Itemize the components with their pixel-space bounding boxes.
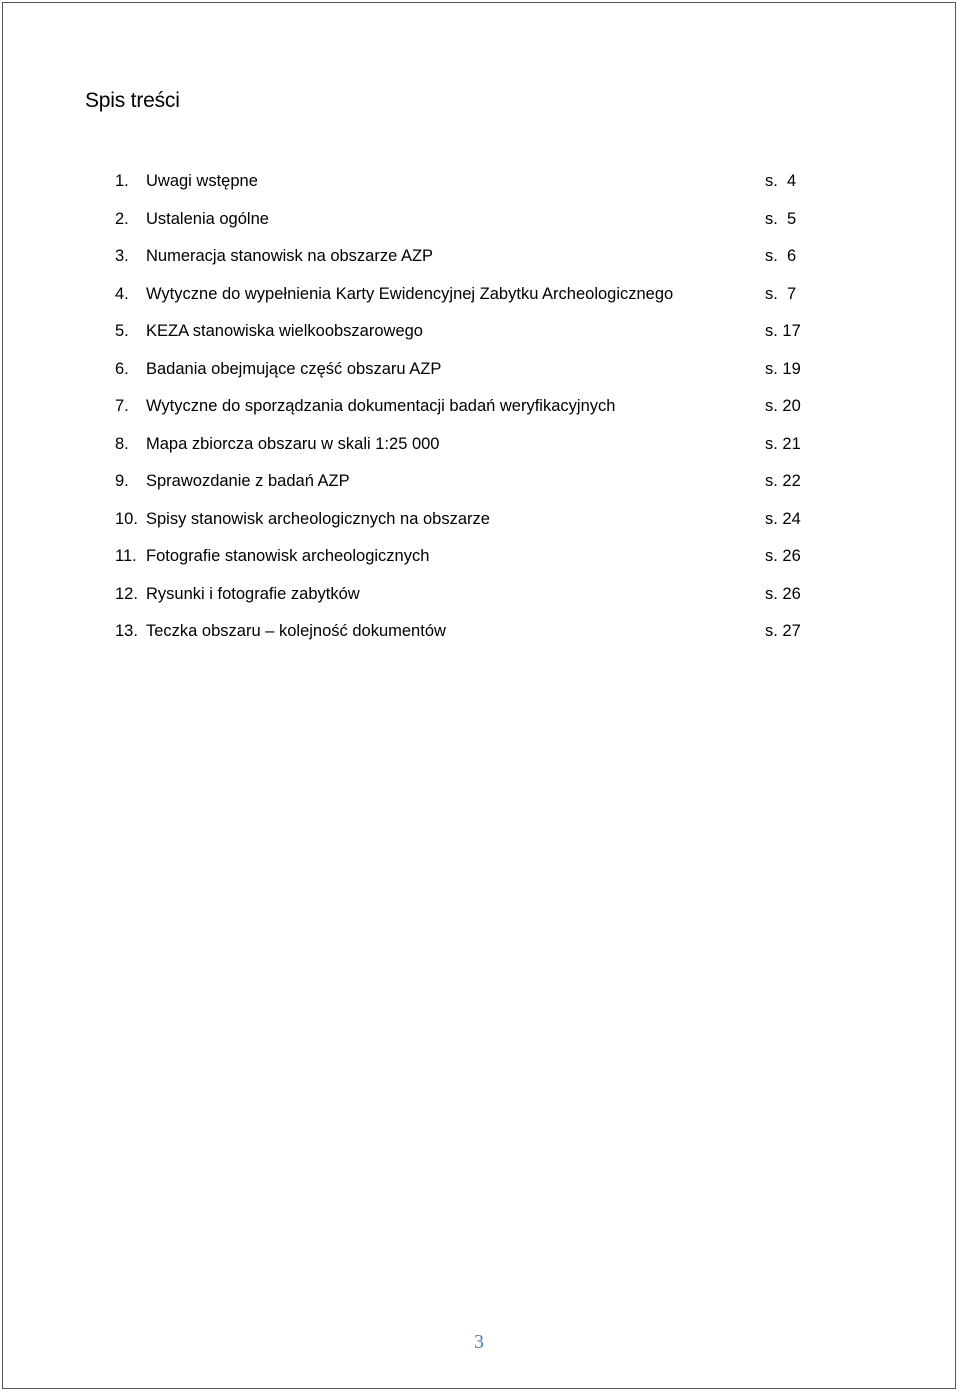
toc-entry [3,392,955,430]
toc-entry-title: Spisy stanowisk archeologicznych na obszarze [146,509,490,528]
toc-entry-number: 10. [115,509,138,528]
toc-entry-page: s. 24 [765,509,801,528]
table-of-contents [3,167,955,655]
toc-entry-page: s. 17 [765,322,801,340]
document-page [2,2,956,1389]
toc-entry-title: Wytyczne do wypełnienia Karty Ewidencyjnej Zabytku Archeologicznego [146,284,674,303]
toc-entry [3,617,955,655]
toc-entry-page: s. 21 [765,434,801,453]
toc-entry-number: 13. [115,622,138,640]
toc-entry-title: Mapa zbiorcza obszaru w skali 1:25 000 [146,434,440,453]
toc-entry-title: Wytyczne do sporządzania dokumentacji badań weryfikacyjnych [146,397,616,415]
toc-entry-title: Badania obejmujące część obszaru AZP [146,359,442,378]
toc-entry-number: 3. [115,247,129,265]
toc-entry-page: s. 26 [765,584,801,603]
toc-entry-number: 2. [115,209,129,228]
toc-entry-number: 12. [115,584,138,603]
toc-entry-page: s. 4 [765,172,797,190]
toc-entry-number: 7. [115,397,129,415]
toc-entry [3,430,955,468]
toc-entry-page: s. 5 [765,209,797,228]
toc-heading: Spis treści [85,89,180,112]
toc-entry-title: Sprawozdanie z badań AZP [146,472,350,490]
toc-entry [3,280,955,318]
toc-entry [3,167,955,205]
toc-entry [3,505,955,543]
toc-entry-number: 9. [115,472,129,490]
toc-entry-page: s. 26 [765,547,801,565]
toc-entry-number: 8. [115,434,129,453]
toc-entry-number: 1. [115,172,129,190]
toc-entry-title: Fotografie stanowisk archeologicznych [146,547,430,565]
toc-entry-number: 5. [115,322,129,340]
toc-entry-page: s. 20 [765,397,801,415]
toc-entry-page: s. 22 [765,472,801,490]
toc-entry-number: 11. [115,547,137,565]
toc-entry-page: s. 7 [765,284,797,303]
toc-entry-title: Ustalenia ogólne [146,209,269,228]
toc-entry-page: s. 19 [765,359,801,378]
toc-entry-number: 6. [115,359,129,378]
page-number: 3 [474,1331,484,1353]
toc-entry-page: s. 27 [765,622,801,640]
toc-entry [3,355,955,393]
toc-entry-title: Numeracja stanowisk na obszarze AZP [146,247,434,265]
toc-entry-title: Teczka obszaru – kolejność dokumentów [146,622,446,640]
toc-entry [3,542,955,580]
toc-entry-title: Rysunki i fotografie zabytków [146,584,360,603]
toc-entry-page: s. 6 [765,247,797,265]
toc-entry [3,580,955,618]
toc-entry-title: Uwagi wstępne [146,172,258,190]
toc-entry [3,205,955,243]
toc-entry-title: KEZA stanowiska wielkoobszarowego [146,322,423,340]
toc-entry [3,317,955,355]
toc-entry [3,467,955,505]
toc-entry-number: 4. [115,284,129,303]
toc-entry [3,242,955,280]
